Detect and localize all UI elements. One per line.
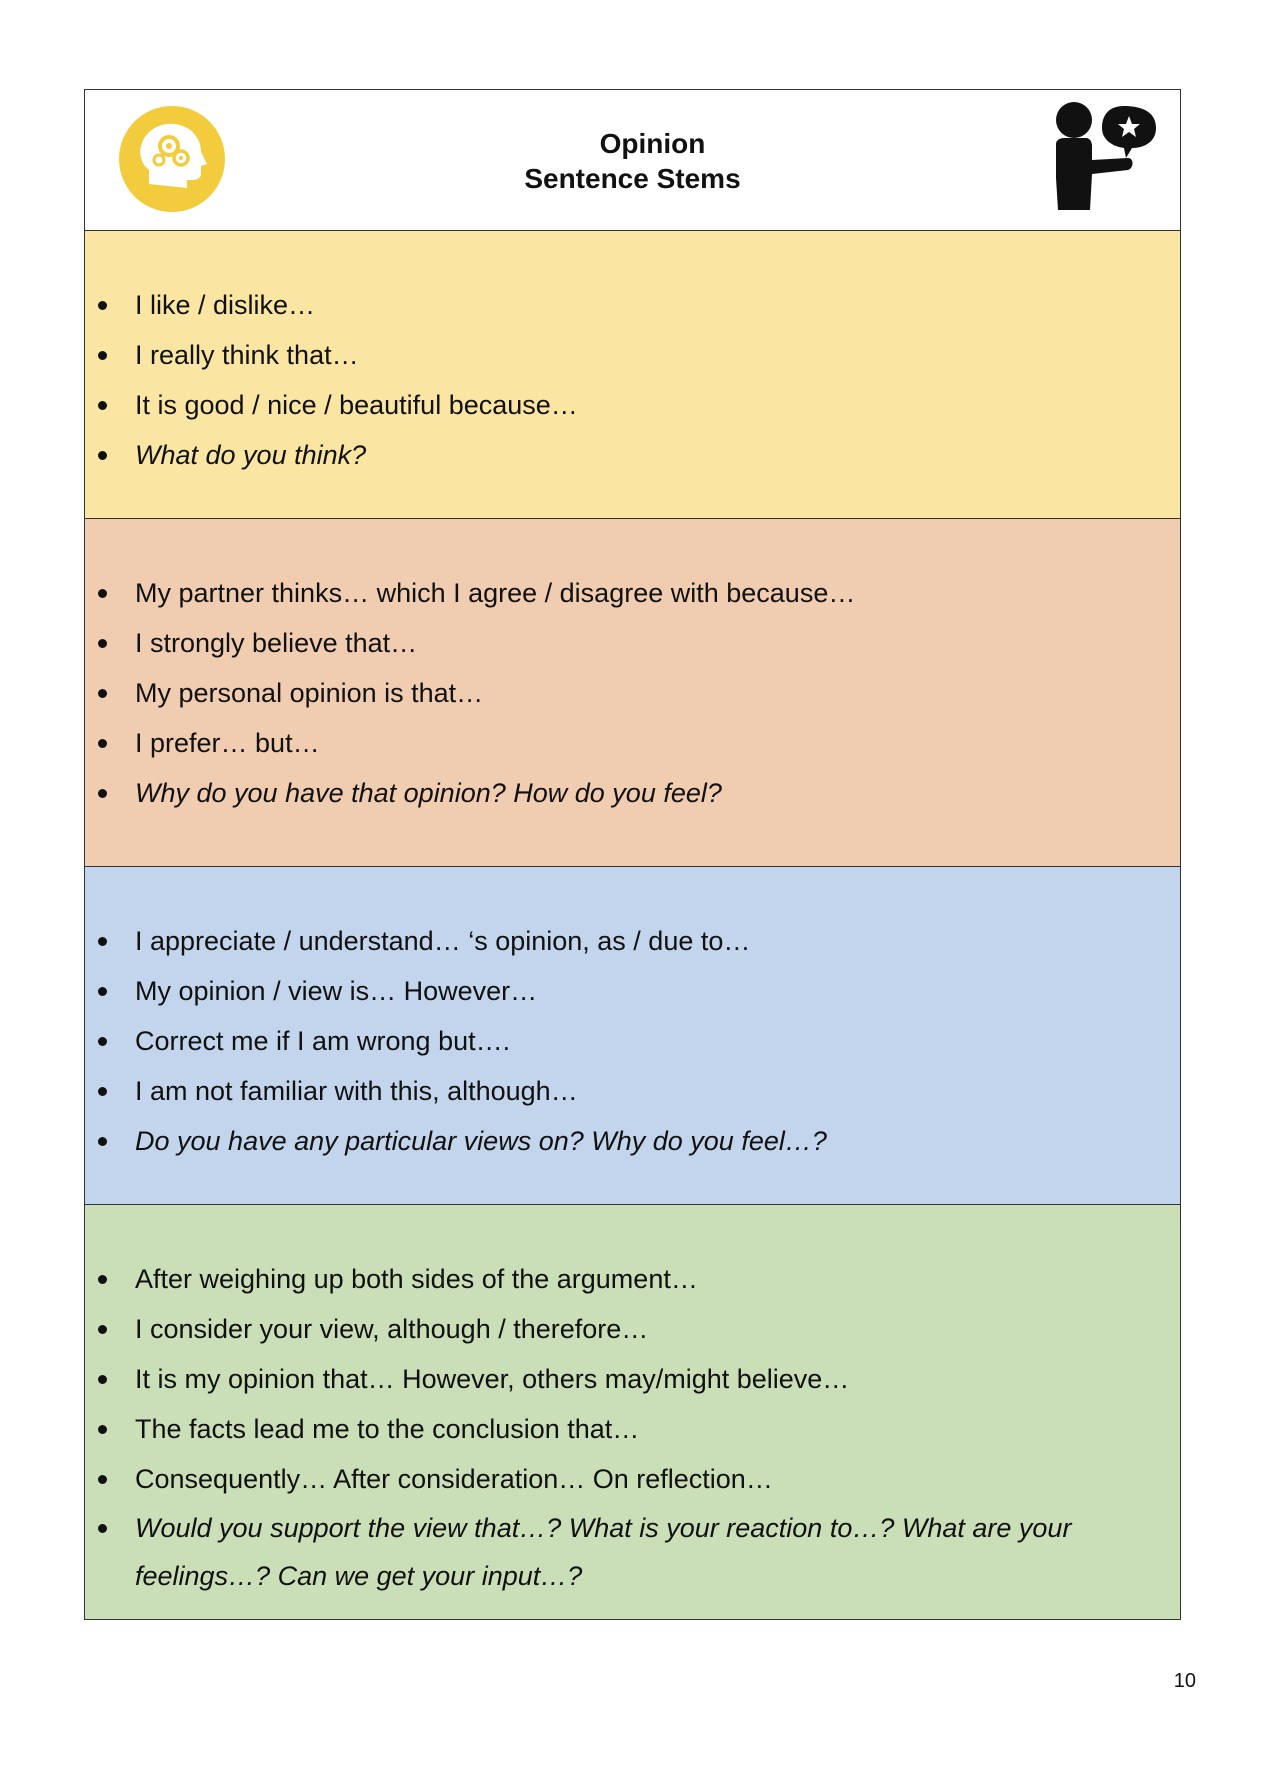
list-item: It is good / nice / beautiful because… [85, 380, 1180, 430]
title-line-2: Sentence Stems [524, 163, 741, 194]
section-advanced [85, 1205, 1180, 1619]
list-item: Correct me if I am wrong but…. [85, 1016, 1180, 1066]
person-speech-bubble-icon [1050, 98, 1166, 214]
card-header [85, 90, 1180, 231]
page-number: 10 [1173, 1670, 1196, 1692]
section-secure [85, 867, 1180, 1205]
list-item: My partner thinks… which I agree / disagree with because… [85, 568, 1180, 618]
list-item: After weighing up both sides of the argument… [85, 1254, 1180, 1304]
list-item: I really think that… [85, 330, 1180, 380]
list-item-question: Why do you have that opinion? How do you feel? [85, 768, 1180, 818]
stem-list [85, 1254, 1180, 1600]
list-item: The facts lead me to the conclusion that… [85, 1404, 1180, 1454]
list-item: It is my opinion that… However, others may/might believe… [85, 1354, 1180, 1404]
list-item: I consider your view, although / therefore… [85, 1304, 1180, 1354]
list-item: I like / dislike… [85, 280, 1180, 330]
title-line-1: Opinion [599, 128, 706, 159]
list-item: My personal opinion is that… [85, 668, 1180, 718]
section-basic [85, 231, 1180, 519]
list-item: I appreciate / understand… ‘s opinion, as / due to… [85, 916, 1180, 966]
list-item: Consequently… After consideration… On reflection… [85, 1454, 1180, 1504]
list-item: I am not familiar with this, although… [85, 1066, 1180, 1116]
list-item: I strongly believe that… [85, 618, 1180, 668]
sentence-stems-card [84, 89, 1181, 1620]
stem-list [85, 916, 1180, 1166]
page-title [85, 126, 1180, 196]
list-item-question: Do you have any particular views on? Why do you feel…? [85, 1116, 1180, 1166]
list-item: My opinion / view is… However… [85, 966, 1180, 1016]
list-item-question: Would you support the view that…? What is your reaction to…? What are your feelings…? Can we get your input…? [85, 1504, 1180, 1600]
section-developing [85, 519, 1180, 867]
stem-list [85, 568, 1180, 818]
stem-list [85, 280, 1180, 480]
list-item: I prefer… but… [85, 718, 1180, 768]
list-item-question: What do you think? [85, 430, 1180, 480]
